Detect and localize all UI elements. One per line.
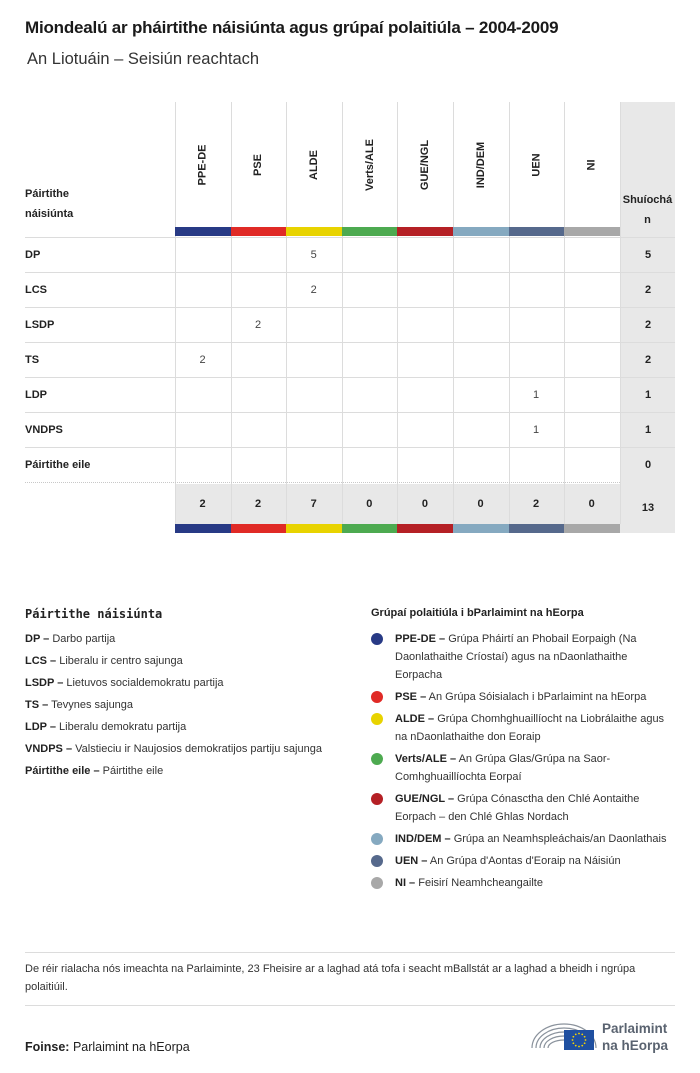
legend-party-name: Tevynes sajunga [51, 699, 134, 711]
group-color-bar-top [453, 227, 509, 236]
legend-group-name: Grúpa Cónasctha den Chlé Aontaithe Eorpach – den Chlé Ghlas Nordach [395, 793, 640, 823]
legend-party-code: LSDP – [25, 677, 64, 689]
table-cell: 2 [255, 319, 262, 331]
group-header-label: UEN [530, 152, 543, 177]
group-header-vertsale [342, 102, 398, 227]
row-seat-count: 2 [644, 354, 652, 366]
table-cell: 1 [533, 389, 540, 401]
group-header-uen [509, 102, 565, 227]
row-seat-count: 1 [644, 424, 652, 436]
legend-dot-icon [371, 691, 383, 703]
page-title: Miondealú ar pháirtithe náisiúnta agus grúpaí polaitiúla – 2004-2009 [25, 18, 559, 37]
group-color-bar-bottom [286, 524, 342, 533]
legend-group-item [371, 630, 671, 684]
row-divider [25, 307, 675, 308]
group-header-label: Verts/ALE [363, 138, 376, 191]
legend-group-item [371, 688, 671, 706]
legend-dot-icon [371, 753, 383, 765]
source-label: Foinse: [25, 1040, 70, 1054]
legend-group-item [371, 710, 671, 746]
legend-group-item [371, 852, 671, 870]
legend-party-code: VNDPS – [25, 743, 73, 755]
legend-party-item [25, 630, 345, 648]
legend-party-name: Lietuvos socialdemokratu partija [66, 677, 224, 689]
legend-party-item [25, 740, 345, 758]
group-total: 0 [588, 498, 595, 510]
legend-party-code: Páirtithe eile – [25, 765, 100, 777]
legend-group-name: Feisirí Neamhcheangailte [418, 877, 543, 889]
group-header-label: PSE [252, 153, 265, 176]
legend-party-name: Liberalu demokratu partija [59, 721, 187, 733]
legend-group-name: Grúpa Chomhghuaillíocht na Liobrálaithe agus na nDaonlathaithe don Eoraip [395, 713, 665, 743]
group-color-bar-bottom [453, 524, 509, 533]
footnote-divider-top [25, 952, 675, 953]
row-party-name: LSDP [25, 319, 55, 331]
ep-logo-text [602, 1020, 668, 1054]
group-color-bar-top [231, 227, 287, 236]
row-seat-count: 1 [644, 389, 652, 401]
grand-total: 13 [641, 502, 655, 514]
legend-group-item [371, 790, 671, 826]
legend-group-name: Grúpa Pháirtí an Phobail Eorpaigh (Na Daonlathaithe Críostaí) agus na nDaonlathaithe Eorpacha [395, 633, 637, 681]
legend-party-name: Liberalu ir centro sajunga [59, 655, 183, 667]
legend-group-code: UEN – [395, 855, 428, 867]
group-header-pse [231, 102, 287, 227]
legend-group-code: Verts/ALE – [395, 753, 457, 765]
group-total: 0 [477, 498, 484, 510]
group-color-bar-bottom [175, 524, 231, 533]
row-party-name: TS [25, 354, 40, 366]
group-header-inddem [453, 102, 509, 227]
legend-group-name: An Grúpa Sóisialach i bParlaimint na hEorpa [428, 691, 647, 703]
legend-group-item [371, 830, 671, 848]
group-total: 7 [310, 498, 317, 510]
group-header-alde [286, 102, 342, 227]
row-seat-count: 2 [644, 284, 652, 296]
legend-group-name: Grúpa an Neamhspleáchais/an Daonlathais [453, 833, 667, 845]
legend-dot-icon [371, 833, 383, 845]
group-header-label: ALDE [307, 149, 320, 180]
footnote-divider-bottom [25, 1005, 675, 1006]
legend-group-code: PPE-DE – [395, 633, 446, 645]
legend-group-code: PSE – [395, 691, 427, 703]
legend-groups-title: Grúpaí polaitiúla i bParlaimint na hEorpa [371, 607, 584, 619]
ep-logo [530, 1014, 680, 1054]
legend-party-item [25, 718, 345, 736]
legend-dot-icon [371, 877, 383, 889]
group-color-bar-bottom [564, 524, 620, 533]
group-total: 2 [533, 498, 540, 510]
group-header-guengl [397, 102, 453, 227]
row-party-name: VNDPS [25, 424, 63, 436]
legend-party-code: DP – [25, 633, 50, 645]
group-color-bar-bottom [397, 524, 453, 533]
breakdown-table [25, 102, 675, 534]
group-color-bar-top [397, 227, 453, 236]
table-cell: 2 [310, 284, 317, 296]
page-subtitle: An Liotuáin – Seisiún reachtach [27, 50, 260, 68]
legend-dot-icon [371, 793, 383, 805]
row-divider [25, 412, 675, 413]
legend-parties-list [25, 630, 345, 784]
group-color-bar-top [564, 227, 620, 236]
row-header: Páirtithe náisiúnta [25, 188, 74, 220]
seats-header: Shuíochán [622, 194, 673, 226]
group-total: 0 [366, 498, 373, 510]
group-color-bar-bottom [509, 524, 565, 533]
legend-dot-icon [371, 633, 383, 645]
row-seat-count: 5 [644, 249, 652, 261]
legend-dot-icon [371, 713, 383, 725]
legend-party-code: LDP – [25, 721, 56, 733]
legend-party-item [25, 696, 345, 714]
legend-group-code: IND/DEM – [395, 833, 451, 845]
ep-logo-line1: Parlaimint [602, 1021, 668, 1036]
legend-group-code: GUE/NGL – [395, 793, 455, 805]
legend-party-item [25, 674, 345, 692]
group-header-label: IND/DEM [474, 141, 487, 188]
group-total: 2 [255, 498, 262, 510]
legend-group-name: An Grúpa Glas/Grúpa na Saor-Comhghuaillíochta Eorpaí [395, 753, 611, 783]
row-party-name: Páirtithe eile [25, 459, 91, 471]
row-divider [25, 342, 675, 343]
group-header-ppede [175, 102, 231, 227]
group-color-bar-top [286, 227, 342, 236]
group-header-label: GUE/NGL [419, 139, 432, 190]
ep-logo-line2: na hEorpa [602, 1038, 669, 1053]
row-divider [25, 482, 620, 483]
group-header-label: PPE-DE [196, 144, 209, 185]
legend-party-name: Darbo partija [52, 633, 116, 645]
row-party-name: LCS [25, 284, 47, 296]
source [25, 1040, 190, 1054]
source-value: Parlaimint na hEorpa [72, 1040, 190, 1054]
legend-groups-list [371, 630, 671, 896]
table-cell: 5 [310, 249, 317, 261]
legend-party-name: Valstieciu ir Naujosios demokratijos partiju sajunga [75, 743, 322, 755]
ep-hemicycle-flag-icon [530, 1014, 600, 1054]
legend-group-item [371, 874, 671, 892]
header-divider [25, 237, 675, 238]
row-divider [25, 272, 675, 273]
row-divider [25, 377, 675, 378]
group-total: 2 [199, 498, 206, 510]
legend-group-item [371, 750, 671, 786]
legend-party-code: TS – [25, 699, 49, 711]
group-header-label: NI [585, 159, 598, 170]
group-color-bar-bottom [342, 524, 398, 533]
footnote: De réir rialacha nós imeachta na Parlaiminte, 23 Fheisire ar a laghad atá tofa i seacht mBallstát ar a laghad a bheidh i ngrúpa polaitiúil. [25, 963, 636, 993]
legend-group-code: NI – [395, 877, 416, 889]
group-color-bar-top [509, 227, 565, 236]
row-seat-count: 2 [644, 319, 652, 331]
legend-parties-title: Páirtithe náisiúnta [25, 607, 163, 621]
legend-party-name: Páirtithe eile [102, 765, 164, 777]
group-color-bar-bottom [231, 524, 287, 533]
row-party-name: LDP [25, 389, 47, 401]
row-divider [25, 447, 675, 448]
table-cell: 1 [533, 424, 540, 436]
group-color-bar-top [175, 227, 231, 236]
group-total: 0 [421, 498, 428, 510]
row-seat-count: 0 [644, 459, 652, 471]
legend-dot-icon [371, 855, 383, 867]
row-party-name: DP [25, 249, 41, 261]
group-color-bar-top [342, 227, 398, 236]
legend-party-item [25, 762, 345, 780]
legend-party-code: LCS – [25, 655, 57, 667]
legend-group-name: An Grúpa d'Aontas d'Eoraip na Náisiún [429, 855, 621, 867]
legend-party-item [25, 652, 345, 670]
legend-group-code: ALDE – [395, 713, 435, 725]
group-header-ni [564, 102, 620, 227]
table-cell: 2 [199, 354, 206, 366]
